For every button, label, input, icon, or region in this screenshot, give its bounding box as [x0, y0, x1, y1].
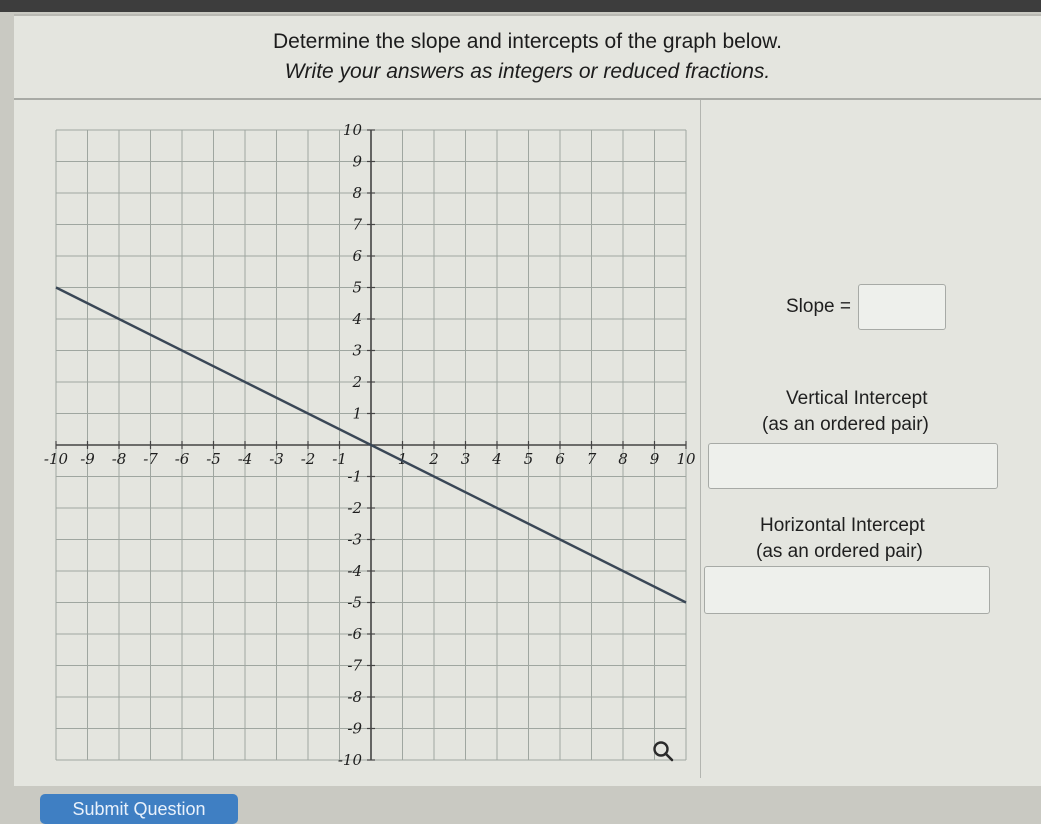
x-tick-label: -9 — [80, 450, 95, 468]
y-tick-label: 9 — [352, 152, 362, 171]
y-tick-label: 10 — [342, 121, 362, 139]
x-tick-label: -1 — [332, 450, 347, 468]
vertical-intercept-input[interactable] — [708, 443, 998, 489]
y-tick-label: -7 — [347, 656, 362, 675]
x-tick-label: 8 — [618, 450, 628, 468]
x-tick-label: 6 — [555, 450, 565, 468]
horizontal-intercept-hint: (as an ordered pair) — [756, 541, 923, 562]
y-tick-label: 5 — [352, 278, 362, 297]
x-tick-label: 10 — [676, 450, 696, 468]
browser-top-strip — [0, 0, 1041, 12]
coordinate-graph — [26, 86, 698, 766]
y-tick-label: -8 — [347, 688, 362, 706]
y-tick-label: -4 — [347, 562, 362, 580]
horizontal-intercept-label: Horizontal Intercept — [760, 515, 925, 536]
x-tick-label: -4 — [237, 450, 253, 468]
x-tick-label: 5 — [523, 450, 534, 468]
y-tick-label: -2 — [347, 499, 362, 517]
y-tick-label: -9 — [347, 719, 362, 738]
x-tick-label: -2 — [300, 450, 316, 468]
x-tick-label: 3 — [460, 450, 471, 468]
x-tick-label: 1 — [397, 450, 408, 468]
prompt-line-2: Write your answers as integers or reduced fractions. — [284, 60, 771, 83]
x-tick-label: -6 — [174, 450, 190, 468]
y-tick-label: -6 — [347, 625, 362, 643]
submit-question-button[interactable]: Submit Question — [40, 794, 238, 824]
slope-label: Slope = — [786, 296, 851, 317]
y-tick-label: 2 — [352, 373, 362, 391]
y-tick-label: -10 — [337, 751, 362, 766]
y-tick-label: 1 — [352, 404, 362, 423]
y-tick-label: 3 — [352, 341, 362, 360]
x-tick-label: 4 — [492, 450, 502, 468]
y-tick-label: 4 — [352, 310, 362, 328]
slope-input[interactable] — [858, 284, 946, 330]
x-tick-label: 7 — [586, 450, 597, 468]
x-tick-label: -5 — [206, 450, 221, 468]
graph-svg — [26, 86, 698, 766]
y-tick-label: -5 — [347, 593, 362, 612]
vertical-intercept-hint: (as an ordered pair) — [762, 414, 929, 435]
y-tick-label: -1 — [347, 467, 362, 486]
vertical-intercept-label: Vertical Intercept — [786, 388, 928, 409]
horizontal-intercept-input[interactable] — [704, 566, 990, 614]
y-tick-label: 6 — [352, 247, 362, 265]
magnifier-icon[interactable] — [650, 739, 678, 763]
x-tick-label: -10 — [43, 450, 69, 468]
x-tick-label: 2 — [429, 450, 439, 468]
x-tick-label: 9 — [649, 450, 660, 468]
x-tick-label: -3 — [269, 450, 284, 468]
y-tick-label: 8 — [352, 184, 362, 202]
prompt-line-1: Determine the slope and intercepts of the graph below. — [273, 30, 782, 53]
x-tick-label: -7 — [143, 450, 158, 468]
x-tick-label: -8 — [111, 450, 127, 468]
y-tick-label: 7 — [352, 215, 362, 234]
panel-divider — [700, 100, 701, 778]
y-tick-label: -3 — [347, 530, 362, 549]
